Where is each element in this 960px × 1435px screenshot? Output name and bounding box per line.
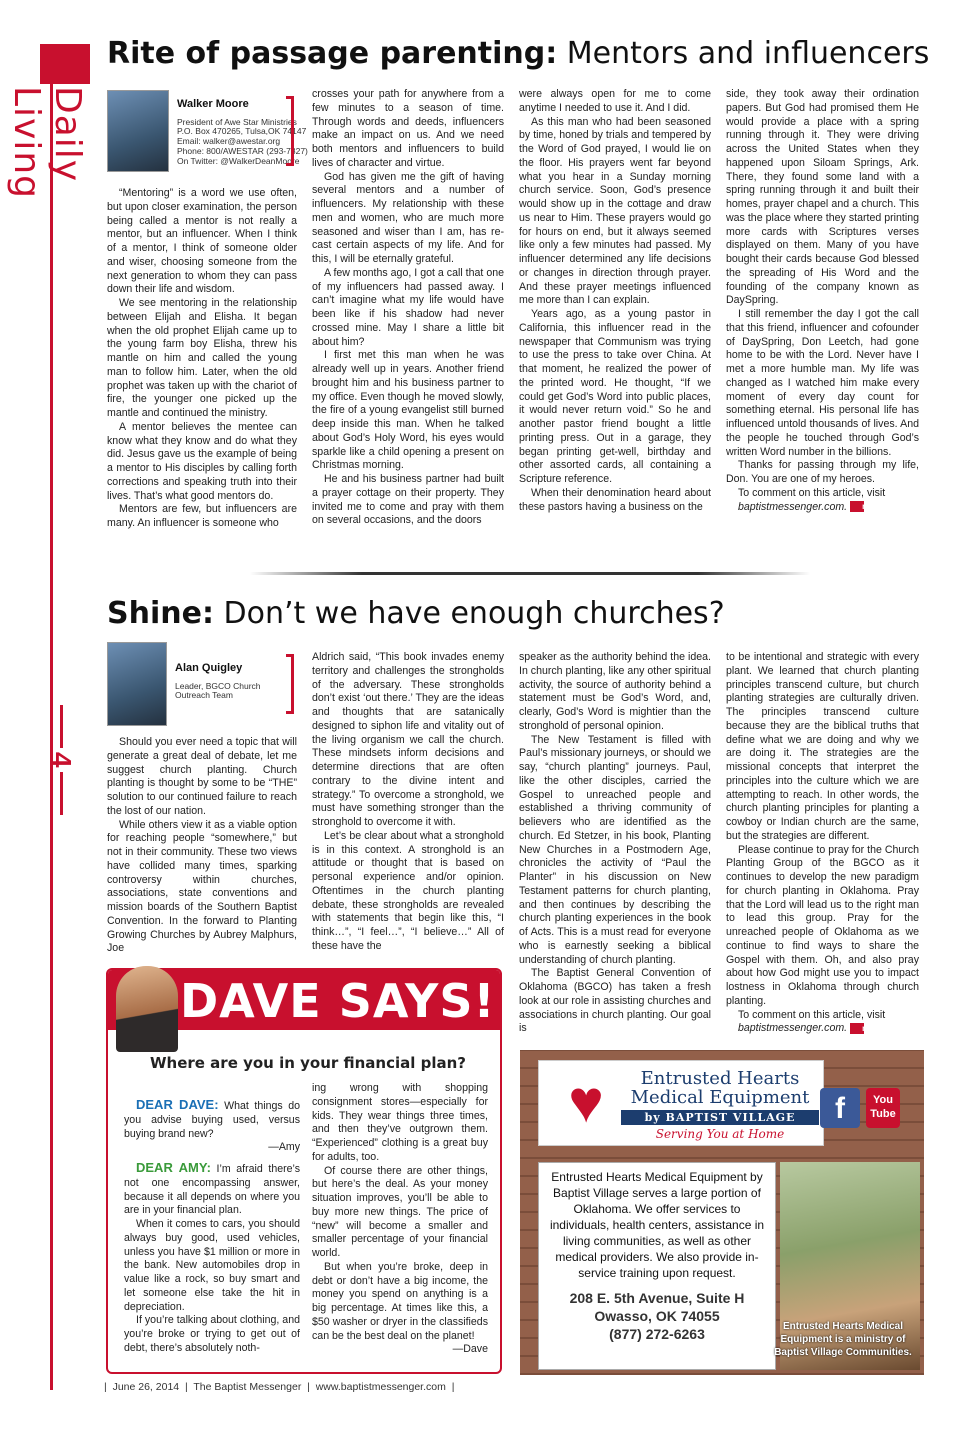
paragraph: The Baptist General Convention of Oklahoma (BGCO) has taken a fresh look at our role in assisting churches and associations in church planting. Our goal is bbox=[519, 967, 711, 1035]
paragraph: But when you’re broke, deep in debt or don’t have a big income, the money you spend on anything is a big percentage. At times like this, a $50 washer or dryer in the classifieds can be the best deal on the planet! bbox=[312, 1260, 488, 1342]
author-title-2: Outreach Team bbox=[175, 690, 233, 701]
footer-publication: The Baptist Messenger bbox=[193, 1381, 302, 1393]
dear-dave-label: DEAR DAVE: bbox=[136, 1097, 219, 1112]
entrusted-hearts-ad[interactable] bbox=[520, 1050, 924, 1375]
ad-description: Entrusted Hearts Medical Equipment by Baptist Village serves a large portion of Oklahoma. We offer services to individuals, health centers, assistance in living communities, as well as other medical providers. We also provide in-service training upon request. bbox=[549, 1170, 765, 1280]
dave-sign: —Dave bbox=[452, 1343, 488, 1356]
page-number-text: 4 bbox=[46, 752, 77, 768]
article2-column-3 bbox=[519, 651, 711, 1036]
paragraph: Aldrich said, “This book invades enemy territory and challenges the strongholds of the adversary. These strongholds don’t exist ‘out there.’ They are the ideas and thoughts that are satanically designed to siphon life and vitality out of the living organism we call the church. These mindsets inform decisions and determine directions that are often contrary to the divine intent and strategy.” To overcome a stronghold, we must have something stronger than the stronghold to overcome it with. bbox=[312, 651, 504, 828]
paragraph: A mentor believes the mentee can know what they know and do what they did. Jesus gave us the example of being a mentor to His disciples by calling forth corrections and speaking truth into their lives. That’s what good mentors do. bbox=[107, 420, 297, 502]
letter-sign: —Amy bbox=[268, 1141, 300, 1154]
article2-headline: Shine: Don’t we have enough churches? bbox=[107, 596, 725, 631]
paragraph: I first met this man when he was already well up in years. Another friend brought him and his business partner to my office. Even though he moved slowly, the fire of a young evangelist still burned deep inside this man. When he talked about God’s Holy Word, his eyes would sparkle like a child opening a present on Christmas morning. bbox=[312, 349, 504, 472]
author-twitter: On Twitter: @WalkerDeanMoore bbox=[177, 155, 300, 166]
author-name: Walker Moore bbox=[177, 98, 249, 110]
paragraph: When it comes to cars, you should always buy good, used vehicles, unless you have $1 million or more in the bank. New automobiles drop in value like a rock, so buy smart and let someone else take the hit in depreciation. bbox=[124, 1218, 300, 1313]
paragraph: “Mentoring” is a word we use often, but upon closer examination, the person being called a mentor is not really a mentor, but an influencer. When I think of a mentor, I think of someone older and wiser, choosing someone from the next generation to whom they can pass down their life and wisdom. bbox=[107, 187, 297, 296]
section-divider bbox=[250, 572, 810, 575]
article1-byline bbox=[107, 90, 308, 172]
comment-lead: To comment on this article, visit bbox=[738, 1008, 886, 1021]
paragraph: Please continue to pray for the Church Planting Group of the BGCO as it continues to develop the new paradigm for church planting in Oklahoma. Pray that the Lord will lead us to the right man to lead this group. Pray for the unreached people of Oklahoma as we continue to find ways to share the Gospel with them. Oh, and also pray about how God might use you to impact lostness in Oklahoma through church planting. bbox=[726, 843, 919, 1007]
ad-address-line2: Owasso, OK 74055 bbox=[594, 1308, 720, 1324]
facebook-icon[interactable]: f bbox=[820, 1088, 860, 1128]
ad-by-line: by BAPTIST VILLAGE bbox=[621, 1110, 819, 1125]
dave-question-title: Where are you in your financial plan? bbox=[149, 1054, 466, 1072]
paragraph: speaker as the authority behind the idea. In church planting, like any other spiritual activity, the source of authority behind a statement must be God’s Word, and, clearly, God’s Word is mightier than the stronghold of personal opinion. bbox=[519, 651, 711, 732]
ad-caption: Entrusted Hearts Medical Equipment is a ministry of Baptist Village Communities. bbox=[774, 1321, 912, 1358]
ad-logo-banner bbox=[538, 1060, 824, 1146]
comment-link[interactable]: baptistmessenger.com. m bbox=[738, 1022, 870, 1035]
article1-column-3 bbox=[519, 88, 711, 514]
author-email: Email: walker@awestar.org bbox=[177, 136, 281, 147]
paragraph: Should you ever need a topic that will generate a great deal of debate, let me suggest church planting. Church planting is thought by some to be “THE” solution to our continued failure to reach the lost of our nation. bbox=[107, 736, 297, 817]
article2-column-2 bbox=[312, 651, 504, 954]
dave-says-box bbox=[106, 968, 502, 1374]
paragraph: While others view it as a viable option for reaching people “somewhere,” but not in their community. These two views have collided many times, sparking controversy within churches, associations, state conventions and mission boards of the Southern Baptist Convention. In the forward to Planting Growing Churches by Aubrey Malphurs, Joe bbox=[107, 818, 297, 955]
author-title: President of Awe Star Ministries bbox=[177, 116, 297, 127]
paragraph: side, they took away their ordination papers. But God had promised them He would provide a place with a spring running through it. They were driving across the United States when they happened upon Siloam Springs, Ark. There, they found some land with a spring running through it and built their homes, prayer chapel and a church. This was the place where they started printing more cards with Scriptures verses displayed on them. Many of you have bought their cards because God blessed the spreading of His Word and the founding of the company known as DaySpring. bbox=[726, 88, 919, 307]
reply: DEAR AMY: I’m afraid there’s not one encompassing answer, because it all depends on where you are in your financial plan. bbox=[124, 1160, 301, 1217]
paragraph: If you’re talking about clothing, and you’re broke or trying to get out of debt, there’s absolutely noth- bbox=[124, 1314, 300, 1354]
dave-says-title: DAVE SAYS! bbox=[180, 974, 496, 1028]
dave-column-2 bbox=[312, 1082, 488, 1357]
paragraph: Of course there are other things, but here’s the deal. As your money situation improves, you’ll be able to buy more new things. The price of “new” will become a smaller and smaller percentage of your financial world. bbox=[312, 1164, 488, 1259]
author-photo-walker-moore bbox=[107, 90, 169, 172]
article1-headline: Rite of passage parenting: Mentors and influencers bbox=[107, 36, 930, 71]
paragraph: to be intentional and strategic with every plant. We learned that church planting principles transcend culture, but church planting strategies are culturally driven. The principles transcend culture because they are the biblical truths that define what we are doing and why we are doing it. The strategies are the missional concepts that interpret the principles into the culture which we are attempting to reach. In other words, the church planting principles for planting a cowboy or Indian church are the same, but the strategies are different. bbox=[726, 651, 919, 842]
author-title: Leader, BGCO Church bbox=[175, 680, 261, 691]
ad-info-panel bbox=[538, 1162, 776, 1370]
author-address: P.O. Box 470265, Tulsa,OK 74147 bbox=[177, 126, 307, 137]
letter: DEAR DAVE: What things do you advise buying used, versus buying brand new? bbox=[124, 1097, 300, 1140]
paragraph: Let’s be clear about what a stronghold is in this context. A stronghold is an attitude or thought that is based on personal experience and/or opinion. Oftentimes in the church planting debate, these strongholds are revealed with statements that begin like this, “I think…”, “I feel…”, “I believe…” All of these have the bbox=[312, 829, 504, 952]
article2-column-4 bbox=[726, 651, 919, 1036]
paragraph: Years ago, as a young pastor in California, this influencer read in the newspaper that Communism was trying to use the press to take over China. At that moment, he realized the power of the printed word. He thought, “If we could get God’s Word into public places, it would never return void.” So he and another pastor friend bought a little printing press. Out in a garage, they began printing get-well, birthday and other assorted cards, all containing a Scripture reference. bbox=[519, 308, 711, 485]
author-photo-alan-quigley bbox=[107, 642, 167, 726]
article1-column-4 bbox=[726, 88, 919, 514]
page-footer: | June 26, 2014 | The Baptist Messenger | www.baptistmessenger.com | bbox=[104, 1381, 455, 1393]
messenger-logo-icon: m bbox=[850, 1023, 864, 1034]
section-tab bbox=[40, 44, 90, 84]
paragraph: A few months ago, I got a call that one of my influencers had passed away. I can’t imagine what my life would have been like if his shadow had never crossed mine. May I share a little bit about him? bbox=[312, 266, 504, 348]
ad-company-line2: Medical Equipment bbox=[630, 1087, 810, 1108]
social-icons bbox=[820, 1088, 900, 1128]
paragraph: Mentors are few, but influencers are many. An influencer is someone who bbox=[107, 503, 297, 529]
paragraph: As this man who had been seasoned by time, honed by trials and tempered by the Word of God prayed, I would lie on the floor. His prayers went far beyond what you hear in a Sunday morning church service. Soon, God’s presence would show up in the cottage and draw us near to Him. These prayers would go for hours on end, but it always seemed like only a few minutes had passed. My influencer determined any life decisions or changes in direction through prayer. And these prayer meetings influenced me more than I can explain. bbox=[519, 115, 711, 307]
article1-column-2 bbox=[312, 88, 504, 528]
dave-photo bbox=[116, 966, 178, 1052]
ad-phone[interactable]: (877) 272-6263 bbox=[609, 1326, 705, 1342]
paragraph: ing wrong with shopping consignment stores—especially for kids. They wear things three times, and then they’ve outgrown them. “Experienced” clothing is a great buy for adults, too. bbox=[312, 1082, 488, 1163]
messenger-logo-icon: m bbox=[850, 501, 864, 512]
paragraph: When their denomination heard about these pastors having a business on the bbox=[519, 486, 711, 513]
paragraph: We see mentoring in the relationship between Elijah and Elisha. It began when the old prophet Elijah came up to the young farm boy Elisha, threw his mantle on him and called the young man to follow him. Later, when the old prophet was taken up with the chariot of fire, the younger one picked up the mantle and continued the ministry. bbox=[107, 297, 297, 419]
author-name: Alan Quigley bbox=[175, 662, 243, 674]
article1-column-1 bbox=[107, 187, 297, 531]
paragraph: were always open for me to come anytime I needed to use it. And I did. bbox=[519, 88, 711, 114]
article2-byline bbox=[107, 642, 261, 726]
ad-address-line1: 208 E. 5th Avenue, Suite H bbox=[569, 1290, 745, 1306]
paragraph: crosses your path for anywhere from a few minutes to a season of time. Through words and deeds, influencers make an impact on us. And we need both mentors and influencers to build lives of character and virtue. bbox=[312, 88, 504, 169]
youtube-icon[interactable]: You Tube bbox=[866, 1088, 900, 1128]
paragraph: The New Testament is filled with Paul’s missionary journeys, or should we say, “church planting” journeys. Paul, like the other disciples, carried the Gospel to unreached people and established a thriving community of believers who are identified as the church. Ed Stetzer, in his book, Planting New Churches in a Postmodern Age, chronicles the activity of “Paul the Planter” in his discussion on New Testament patterns for church planting, and then continues by describing the church planting experiences in the book of Acts. This is a must read for everyone who is earnestly seeking a biblical understanding of church planting. bbox=[519, 733, 711, 966]
paragraph: I still remember the day I got the call that this friend, influencer and cofounder of DaySpring, Don Leetch, had gone home to be with the Lord. Never have I met a more humble man. My life was changed as I watched him make every moment of every day count for something eternal. His personal life has influenced untold thousands of lives. And the people he touched through God’s written Word number in the billions. bbox=[726, 308, 919, 458]
footer-date: June 26, 2014 bbox=[112, 1381, 180, 1393]
paragraph: He and his business partner had built a prayer cottage on their property. They invited me to come and pray with them on several occasions, and the doors bbox=[312, 473, 504, 527]
article2-column-1 bbox=[107, 736, 297, 956]
page-number bbox=[44, 705, 78, 815]
ad-slogan: Serving You at Home bbox=[655, 1127, 785, 1141]
paragraph: Thanks for passing through my life, Don. You are one of my heroes. bbox=[726, 459, 919, 485]
dave-column-1 bbox=[124, 1098, 300, 1356]
paragraph: God has given me the gift of having several mentors and a number of influencers. My relationship with these men and women, who are much more seasoned and wiser than I am, has re-cast certain aspects of my life. And for this, I will be eternally grateful. bbox=[312, 170, 504, 265]
author-phone: Phone: 800/AWESTAR (293-7827) bbox=[177, 145, 308, 156]
footer-website[interactable]: www.baptistmessenger.com bbox=[315, 1381, 446, 1393]
ad-company-line1: Entrusted Hearts bbox=[640, 1068, 800, 1089]
section-label: Daily Living bbox=[6, 86, 88, 200]
comment-link[interactable]: baptistmessenger.com. m bbox=[738, 500, 870, 513]
comment-lead: To comment on this article, visit bbox=[738, 486, 886, 499]
heart-logo-icon: ♥ bbox=[568, 1068, 604, 1135]
dear-amy-label: DEAR AMY: bbox=[136, 1160, 211, 1175]
